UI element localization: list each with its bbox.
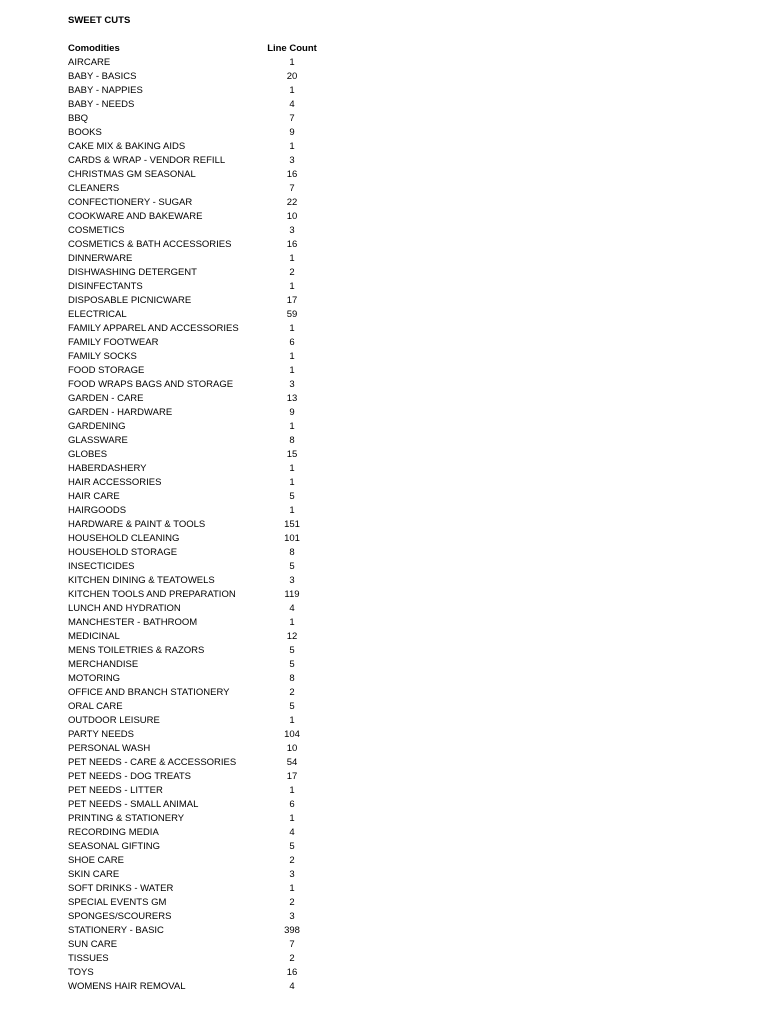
table-row	[68, 686, 368, 700]
table-row	[68, 84, 368, 98]
commodity-name: GARDENING	[68, 421, 126, 432]
table-row	[68, 980, 368, 994]
header-line-count: Line Count	[267, 43, 317, 54]
table-row	[68, 924, 368, 938]
line-count-value: 104	[284, 729, 300, 740]
table-row	[68, 98, 368, 112]
line-count-value: 3	[289, 155, 295, 166]
table-row	[68, 350, 368, 364]
table-row	[68, 476, 368, 490]
table-row	[68, 490, 368, 504]
commodity-name: TOYS	[68, 967, 94, 978]
line-count-value: 1	[289, 617, 295, 628]
table-row	[68, 938, 368, 952]
commodity-name: MERCHANDISE	[68, 659, 139, 670]
commodity-name: SPONGES/SCOURERS	[68, 911, 172, 922]
line-count-value: 1	[289, 785, 295, 796]
line-count-value: 5	[289, 561, 295, 572]
commodity-name: MOTORING	[68, 673, 121, 684]
commodity-name: HOUSEHOLD STORAGE	[68, 547, 178, 558]
table-row	[68, 196, 368, 210]
commodity-name: KITCHEN TOOLS AND PREPARATION	[68, 589, 236, 600]
commodity-name: BBQ	[68, 113, 89, 124]
commodity-name: RECORDING MEDIA	[68, 827, 159, 838]
table-row	[68, 56, 368, 70]
line-count-value: 1	[289, 323, 295, 334]
line-count-value: 1	[289, 463, 295, 474]
commodity-name: PET NEEDS - CARE & ACCESSORIES	[68, 757, 237, 768]
table-row	[68, 798, 368, 812]
document-title: SWEET CUTS	[68, 15, 131, 26]
line-count-value: 7	[289, 113, 295, 124]
table-row	[68, 882, 368, 896]
table-row	[68, 140, 368, 154]
line-count-value: 1	[289, 141, 295, 152]
line-count-value: 1	[289, 477, 295, 488]
commodity-name: TISSUES	[68, 953, 109, 964]
table-row	[68, 952, 368, 966]
commodity-name: SHOE CARE	[68, 855, 124, 866]
table-row	[68, 168, 368, 182]
table-row	[68, 112, 368, 126]
table-row	[68, 588, 368, 602]
table-row	[68, 252, 368, 266]
line-count-value: 6	[289, 799, 295, 810]
line-count-value: 15	[286, 449, 298, 460]
line-count-value: 17	[286, 771, 298, 782]
commodity-name: DISHWASHING DETERGENT	[68, 267, 197, 278]
line-count-value: 17	[286, 295, 298, 306]
commodity-name: LUNCH AND HYDRATION	[68, 603, 181, 614]
line-count-value: 3	[289, 379, 295, 390]
commodity-name: DISPOSABLE PICNICWARE	[68, 295, 192, 306]
commodity-name: COOKWARE AND BAKEWARE	[68, 211, 203, 222]
table-row	[68, 392, 368, 406]
line-count-value: 6	[289, 337, 295, 348]
line-count-value: 8	[289, 673, 295, 684]
commodity-name: CONFECTIONERY - SUGAR	[68, 197, 193, 208]
line-count-value: 5	[289, 491, 295, 502]
commodity-name: FAMILY SOCKS	[68, 351, 137, 362]
commodity-name: MEDICINAL	[68, 631, 120, 642]
commodity-name: HABERDASHERY	[68, 463, 147, 474]
line-count-value: 2	[289, 687, 295, 698]
commodity-name: MENS TOILETRIES & RAZORS	[68, 645, 205, 656]
line-count-value: 5	[289, 841, 295, 852]
commodity-name: BOOKS	[68, 127, 102, 138]
header-commodities: Comodities	[68, 43, 120, 54]
commodity-name: CARDS & WRAP - VENDOR REFILL	[68, 155, 226, 166]
commodity-name: COSMETICS	[68, 225, 125, 236]
commodity-name: HOUSEHOLD CLEANING	[68, 533, 180, 544]
line-count-value: 398	[284, 925, 300, 936]
table-row	[68, 406, 368, 420]
commodity-name: DISINFECTANTS	[68, 281, 143, 292]
table-row	[68, 224, 368, 238]
table-row	[68, 280, 368, 294]
line-count-value: 7	[289, 939, 295, 950]
table-row	[68, 756, 368, 770]
table-row	[68, 238, 368, 252]
commodity-name: CLEANERS	[68, 183, 120, 194]
commodity-name: HARDWARE & PAINT & TOOLS	[68, 519, 206, 530]
line-count-value: 8	[289, 435, 295, 446]
table-row	[68, 630, 368, 644]
commodity-name: PARTY NEEDS	[68, 729, 134, 740]
commodity-name: PERSONAL WASH	[68, 743, 151, 754]
table-row	[68, 574, 368, 588]
commodity-name: INSECTICIDES	[68, 561, 135, 572]
commodity-name: STATIONERY - BASIC	[68, 925, 164, 936]
line-count-value: 119	[284, 589, 300, 600]
commodity-name: PET NEEDS - DOG TREATS	[68, 771, 191, 782]
line-count-value: 4	[289, 827, 295, 838]
commodity-name: BABY - BASICS	[68, 71, 137, 82]
line-count-value: 2	[289, 953, 295, 964]
line-count-value: 1	[289, 421, 295, 432]
line-count-value: 16	[286, 967, 298, 978]
table-row	[68, 770, 368, 784]
commodity-name: PET NEEDS - SMALL ANIMAL	[68, 799, 199, 810]
table-row	[68, 728, 368, 742]
commodity-name: OFFICE AND BRANCH STATIONERY	[68, 687, 230, 698]
table-row	[68, 378, 368, 392]
commodity-name: SKIN CARE	[68, 869, 120, 880]
line-count-value: 3	[289, 575, 295, 586]
commodity-name: MANCHESTER - BATHROOM	[68, 617, 198, 628]
line-count-value: 101	[284, 533, 300, 544]
table-row	[68, 434, 368, 448]
table-row	[68, 966, 368, 980]
table-row	[68, 70, 368, 84]
line-count-value: 10	[286, 743, 298, 754]
commodity-name: PRINTING & STATIONERY	[68, 813, 185, 824]
line-count-value: 10	[286, 211, 298, 222]
commodity-name: DINNERWARE	[68, 253, 133, 264]
line-count-value: 2	[289, 855, 295, 866]
line-count-value: 8	[289, 547, 295, 558]
line-count-value: 12	[286, 631, 298, 642]
line-count-value: 3	[289, 225, 295, 236]
line-count-value: 1	[289, 715, 295, 726]
line-count-value: 1	[289, 351, 295, 362]
table-row	[68, 854, 368, 868]
commodity-name: SPECIAL EVENTS GM	[68, 897, 167, 908]
table-row	[68, 448, 368, 462]
line-count-value: 3	[289, 869, 295, 880]
table-row	[68, 504, 368, 518]
table-row	[68, 700, 368, 714]
commodity-name: ORAL CARE	[68, 701, 123, 712]
commodity-name: BABY - NEEDS	[68, 99, 135, 110]
line-count-value: 7	[289, 183, 295, 194]
table-row	[68, 784, 368, 798]
line-count-value: 5	[289, 701, 295, 712]
table-row	[68, 364, 368, 378]
table-row	[68, 294, 368, 308]
line-count-value: 1	[289, 813, 295, 824]
table-row	[68, 532, 368, 546]
line-count-value: 4	[289, 603, 295, 614]
table-row	[68, 910, 368, 924]
table-row	[68, 182, 368, 196]
line-count-value: 1	[289, 505, 295, 516]
line-count-value: 1	[289, 281, 295, 292]
table-row	[68, 868, 368, 882]
commodity-name: GARDEN - CARE	[68, 393, 144, 404]
table-row	[68, 154, 368, 168]
commodity-name: FOOD STORAGE	[68, 365, 145, 376]
commodity-table-body	[68, 56, 368, 994]
commodity-name: GLOBES	[68, 449, 108, 460]
table-row	[68, 840, 368, 854]
line-count-value: 54	[286, 757, 298, 768]
line-count-value: 59	[286, 309, 298, 320]
commodity-name: CAKE MIX & BAKING AIDS	[68, 141, 186, 152]
commodity-name: FOOD WRAPS BAGS AND STORAGE	[68, 379, 234, 390]
commodity-name: FAMILY FOOTWEAR	[68, 337, 159, 348]
table-row	[68, 812, 368, 826]
commodity-name: ELECTRICAL	[68, 309, 127, 320]
line-count-value: 9	[289, 407, 295, 418]
table-row	[68, 644, 368, 658]
line-count-value: 1	[289, 883, 295, 894]
table-header	[68, 42, 368, 56]
line-count-value: 5	[289, 659, 295, 670]
line-count-value: 20	[286, 71, 298, 82]
document-page	[68, 14, 368, 994]
commodity-name: FAMILY APPAREL AND ACCESSORIES	[68, 323, 239, 334]
table-row	[68, 658, 368, 672]
commodity-name: OUTDOOR LEISURE	[68, 715, 160, 726]
line-count-value: 1	[289, 57, 295, 68]
table-row	[68, 672, 368, 686]
table-row	[68, 714, 368, 728]
line-count-value: 16	[286, 239, 298, 250]
commodity-name: GLASSWARE	[68, 435, 128, 446]
commodity-name: SOFT DRINKS - WATER	[68, 883, 174, 894]
commodity-name: WOMENS HAIR REMOVAL	[68, 981, 186, 992]
commodity-name: BABY - NAPPIES	[68, 85, 143, 96]
table-row	[68, 266, 368, 280]
line-count-value: 1	[289, 253, 295, 264]
table-row	[68, 560, 368, 574]
line-count-value: 4	[289, 99, 295, 110]
table-row	[68, 546, 368, 560]
line-count-value: 13	[286, 393, 298, 404]
commodity-name: PET NEEDS - LITTER	[68, 785, 163, 796]
table-row	[68, 308, 368, 322]
commodity-name: KITCHEN DINING & TEATOWELS	[68, 575, 215, 586]
line-count-value: 9	[289, 127, 295, 138]
table-row	[68, 462, 368, 476]
line-count-value: 1	[289, 85, 295, 96]
line-count-value: 4	[289, 981, 295, 992]
commodity-name: HAIR ACCESSORIES	[68, 477, 162, 488]
line-count-value: 16	[286, 169, 298, 180]
line-count-value: 151	[284, 519, 300, 530]
table-row	[68, 518, 368, 532]
table-row	[68, 896, 368, 910]
commodity-name: GARDEN - HARDWARE	[68, 407, 173, 418]
line-count-value: 2	[289, 897, 295, 908]
commodity-name: CHRISTMAS GM SEASONAL	[68, 169, 196, 180]
line-count-value: 1	[289, 365, 295, 376]
line-count-value: 2	[289, 267, 295, 278]
commodity-name: HAIRGOODS	[68, 505, 127, 516]
line-count-value: 3	[289, 911, 295, 922]
table-row	[68, 322, 368, 336]
table-row	[68, 126, 368, 140]
commodity-name: SUN CARE	[68, 939, 118, 950]
line-count-value: 5	[289, 645, 295, 656]
table-row	[68, 210, 368, 224]
table-row	[68, 336, 368, 350]
table-row	[68, 742, 368, 756]
commodity-name: HAIR CARE	[68, 491, 120, 502]
commodity-name: SEASONAL GIFTING	[68, 841, 161, 852]
table-row	[68, 602, 368, 616]
line-count-value: 22	[286, 197, 298, 208]
commodity-name: AIRCARE	[68, 57, 111, 68]
commodity-name: COSMETICS & BATH ACCESSORIES	[68, 239, 232, 250]
table-row	[68, 616, 368, 630]
table-row	[68, 826, 368, 840]
table-row	[68, 420, 368, 434]
